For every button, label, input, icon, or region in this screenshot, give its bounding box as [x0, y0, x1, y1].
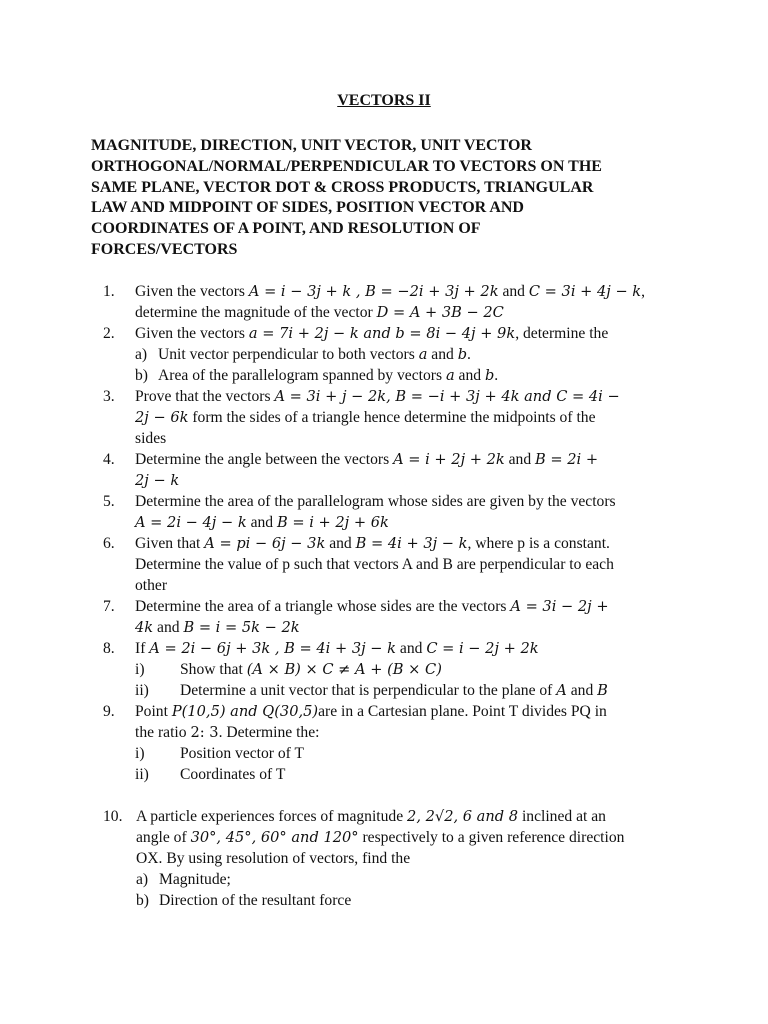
- math: A = 2i − 6j + 3k , B = 4i + 3j − k: [149, 640, 397, 657]
- question-5: [103, 491, 693, 533]
- text: Given the vectors: [135, 325, 249, 342]
- math: 4k: [135, 619, 154, 636]
- text: , determine the: [515, 325, 609, 342]
- heading-line: SAME PLANE, VECTOR DOT & CROSS PRODUCTS, TRIANGULAR: [91, 178, 594, 196]
- text: other: [135, 577, 168, 594]
- text: .: [467, 346, 471, 363]
- question-number: 1.: [103, 283, 115, 300]
- text: Area of the parallelogram spanned by vectors: [158, 367, 446, 384]
- text: determine the magnitude of the vector: [135, 304, 377, 321]
- text: and: [396, 640, 427, 657]
- text: are in a Cartesian plane. Point T divides PQ in: [318, 703, 607, 720]
- math: (A × B) × C ≠ A + (B × C): [246, 661, 442, 678]
- math: a: [445, 367, 455, 384]
- text: Prove that the vectors: [135, 388, 275, 405]
- math: C = 3i + 4j − k: [528, 283, 642, 300]
- text: and: [566, 682, 598, 699]
- sub-question: [135, 344, 693, 365]
- math: B = i = 5k − 2k: [183, 619, 300, 636]
- sub-question: [136, 890, 693, 911]
- question-number: 2.: [103, 325, 115, 342]
- text: Given that: [135, 535, 205, 552]
- text: inclined at an: [518, 808, 606, 825]
- text: Determine a unit vector that is perpendicular to the plane of: [180, 682, 557, 699]
- text: and: [153, 619, 184, 636]
- sub-label: ii): [135, 682, 149, 699]
- text: the ratio: [135, 724, 191, 741]
- text: angle of: [136, 829, 191, 846]
- text: Coordinates of T: [180, 766, 286, 783]
- math: b: [457, 346, 468, 363]
- math: A = 2i − 4j − k: [135, 514, 247, 531]
- text: A particle experiences forces of magnitude: [136, 808, 408, 825]
- math: C = i − 2j + 2k: [426, 640, 539, 657]
- sub-label: a): [136, 871, 149, 888]
- sub-question: [135, 764, 693, 785]
- question-number: 4.: [103, 451, 115, 468]
- math: b: [484, 367, 495, 384]
- math: B: [597, 682, 608, 699]
- text: and: [427, 346, 458, 363]
- sub-label: a): [135, 346, 148, 363]
- text: Unit vector perpendicular to both vectors: [158, 346, 419, 363]
- text: Point: [135, 703, 172, 720]
- heading-line: MAGNITUDE, DIRECTION, UNIT VECTOR, UNIT VECTOR: [91, 137, 532, 154]
- question-text: [135, 596, 693, 638]
- question-number: 10.: [103, 808, 123, 825]
- math: B = 4i + 3j − k: [355, 535, 468, 552]
- math: A = 3i + j − 2k, B = −i + 3j + 4k and C = 4i −: [274, 388, 620, 405]
- heading-line: COORDINATES OF A POINT, AND RESOLUTION OF: [91, 220, 481, 238]
- text: and: [246, 514, 277, 531]
- sub-question: [135, 743, 693, 764]
- math: A = pi − 6j − 3k: [204, 535, 326, 552]
- math: a = 7i + 2j − k and b = 8i − 4j + 9k: [248, 325, 516, 342]
- document-title: VECTORS II: [337, 92, 431, 109]
- text: Position vector of T: [180, 745, 305, 762]
- text: Determine the area of a triangle whose sides are the vectors: [135, 598, 511, 615]
- math: B = i + 2j + 6k: [276, 514, 389, 531]
- question-number: 7.: [103, 598, 115, 615]
- text: Determine the area of the parallelogram whose sides are given by the vectors: [135, 493, 616, 510]
- text: . Determine the:: [218, 724, 320, 741]
- heading-line: ORTHOGONAL/NORMAL/PERPENDICULAR TO VECTORS ON THE: [91, 157, 602, 175]
- text: Direction of the resultant force: [159, 892, 352, 909]
- math: 2, 2√2, 6 and 8: [407, 808, 519, 825]
- text: Magnitude;: [159, 871, 231, 888]
- topic-heading: [91, 136, 691, 261]
- question-text: [135, 533, 693, 596]
- sub-label: b): [135, 367, 148, 384]
- question-3: [103, 386, 693, 449]
- question-9: [103, 701, 693, 785]
- text: , where p is a constant.: [467, 535, 610, 552]
- math: 2: 3: [190, 724, 219, 741]
- question-7: [103, 596, 693, 638]
- math: A = i + 2j + 2k: [393, 451, 505, 468]
- math: a: [418, 346, 428, 363]
- question-8: [103, 638, 693, 701]
- text: and: [498, 283, 529, 300]
- question-6: [103, 533, 693, 596]
- question-10: [103, 806, 693, 911]
- sub-question: [136, 869, 693, 890]
- sub-label: i): [135, 745, 145, 762]
- question-text: [135, 323, 693, 386]
- question-text: [136, 806, 693, 911]
- text: respectively to a given reference direction: [358, 829, 625, 846]
- question-1: [103, 281, 693, 323]
- question-number: 6.: [103, 535, 115, 552]
- math: A = i − 3j + k , B = −2i + 3j + 2k: [248, 283, 499, 300]
- question-text: [135, 281, 693, 323]
- heading-line: FORCES/VECTORS: [91, 240, 238, 258]
- heading-line: LAW AND MIDPOINT OF SIDES, POSITION VECTOR AND: [91, 199, 524, 217]
- question-text: [135, 638, 693, 701]
- text: Determine the value of p such that vectors A and B are perpendicular to each: [135, 556, 614, 573]
- question-list: [103, 281, 693, 911]
- math: 30°, 45°, 60° and 120°: [190, 829, 359, 846]
- sub-label: b): [136, 892, 149, 909]
- text: Show that: [180, 661, 247, 678]
- question-text: [135, 386, 693, 449]
- question-number: 5.: [103, 493, 115, 510]
- sub-label: i): [135, 661, 145, 678]
- text: and: [325, 535, 356, 552]
- text: .: [494, 367, 499, 384]
- text: If: [135, 640, 150, 657]
- text: ,: [641, 283, 646, 300]
- question-text: [135, 449, 693, 491]
- sub-label: ii): [135, 766, 149, 783]
- question-2: [103, 323, 693, 386]
- math: D = A + 3B − 2C: [376, 304, 504, 321]
- text: and: [504, 451, 536, 468]
- question-number: 9.: [103, 703, 115, 720]
- math: 2j − k: [135, 472, 180, 489]
- text: form the sides of a triangle hence determine the midpoints of the: [188, 409, 596, 426]
- text: Determine the angle between the vectors: [135, 451, 394, 468]
- question-number: 8.: [103, 640, 115, 657]
- sub-question: [135, 365, 693, 386]
- math: A = 3i − 2j +: [510, 598, 609, 615]
- text: OX. By using resolution of vectors, find the: [136, 850, 411, 867]
- question-number: 3.: [103, 388, 115, 405]
- text: sides: [135, 430, 167, 447]
- question-text: [135, 701, 693, 785]
- sub-question: [135, 680, 693, 701]
- math: 2j − 6k: [135, 409, 189, 426]
- math: B = 2i +: [535, 451, 599, 468]
- sub-question: [135, 659, 693, 680]
- math: P(10,5) and Q(30,5): [171, 703, 319, 720]
- question-text: [135, 491, 693, 533]
- math: A: [556, 682, 567, 699]
- question-4: [103, 449, 693, 491]
- text: Given the vectors: [135, 283, 249, 300]
- text: and: [454, 367, 485, 384]
